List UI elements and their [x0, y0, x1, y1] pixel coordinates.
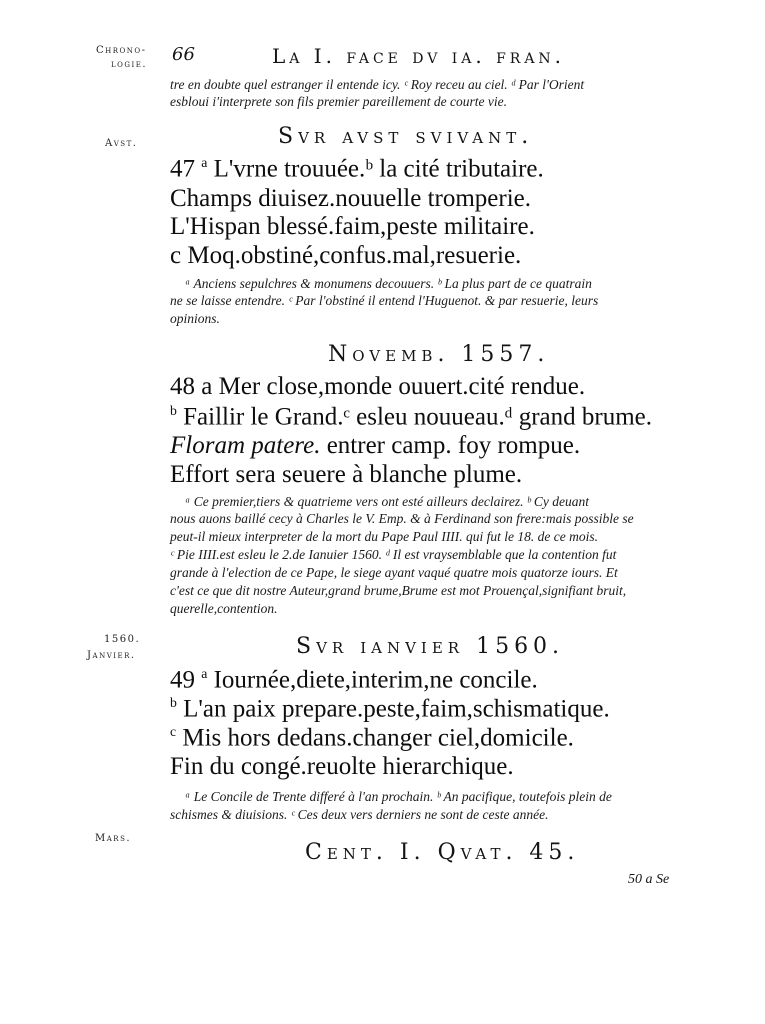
verse-text: L'an paix prepare.peste,faim,schismatique.: [183, 695, 610, 723]
verse-text: L'vrne trouuée.ᵇ la cité tributaire.: [213, 155, 544, 183]
note-line: opinions.: [170, 311, 220, 326]
margin-note-year: 1560.: [104, 634, 141, 645]
margin-note-mars: Mars.: [95, 833, 132, 844]
quatrain-line: [170, 403, 652, 431]
section-heading: Svr ianvier 1560.: [296, 634, 565, 659]
verse-text: entrer camp. foy rompue.: [326, 432, 581, 459]
verse-text: Iournée,diete,interim,ne concile.: [213, 666, 538, 694]
quatrain-line: Fin du congé.reuolte hierarchique.: [170, 753, 514, 780]
quatrain-line: Champs diuisez.nouuelle tromperie.: [170, 185, 532, 212]
quatrain-line: [170, 695, 610, 723]
note-line: ᶜ Pie IIII.est esleu le 2.de Ianuier 1560. ᵈ Il est vraysemblable que la contention fut: [170, 547, 617, 562]
note-marker: b: [170, 695, 177, 710]
note-line: ne se laisse entendre. ᶜ Par l'obstiné il entend l'Huguenot. & par resuerie, leurs: [170, 293, 599, 308]
note-marker: a: [201, 155, 208, 170]
catchword: 50 a Se: [628, 872, 670, 887]
closing-heading: Cent. I. Qvat. 45.: [305, 840, 580, 865]
quatrain-line: [170, 724, 574, 752]
quatrain-number: 48: [170, 373, 195, 400]
margin-note-aust: Avst.: [105, 138, 138, 149]
page-number: 66: [172, 44, 195, 65]
verse-text: Mis hors dedans.changer ciel,domicile.: [182, 724, 574, 752]
note-line: esbloui i'interprete son fils premier pareillement de courte vie.: [170, 94, 507, 109]
quatrain-line: [170, 373, 585, 401]
note-line: grande à l'election de ce Pape, le siege ayant vaqué quatre mois quatorze iours. Et: [170, 565, 618, 580]
running-title: La I. face dv ia. fran.: [272, 44, 566, 68]
note-line: ᵃ Le Concile de Trente differé à l'an prochain. ᵇ An pacifique, toutefois plein de: [185, 789, 612, 804]
margin-note-chronologie-cont: logie.: [111, 59, 148, 70]
note-line: querelle,contention.: [170, 601, 278, 616]
quatrain-number: 47: [170, 155, 195, 183]
note-line: schismes & diuisions. ᶜ Ces deux vers derniers ne sont de ceste année.: [170, 807, 549, 822]
quatrain-number: 49: [170, 666, 195, 694]
note-line: ᵃ Ce premier,tiers & quatrieme vers ont esté ailleurs declairez. ᵇ Cy deuant: [185, 494, 589, 509]
note-marker: b: [170, 403, 177, 418]
note-line: ᵃ Anciens sepulchres & monumens decouuers. ᵇ La plus part de ce quatrain: [185, 276, 592, 291]
note-line: peut-il mieux interpreter de la mort du Pape Paul IIII. qui fut le 18. de ce mois.: [170, 529, 599, 544]
quatrain-line: [170, 666, 538, 694]
latin-phrase: Floram patere.: [170, 432, 321, 459]
margin-note-chronologie: Chrono-: [96, 45, 147, 56]
section-heading: Novemb. 1557.: [328, 342, 550, 367]
note-line: nous auons baillé cecy à Charles le V. Emp. & à Ferdinand son frere:mais possible se: [170, 511, 634, 526]
margin-note-janvier: Janvier.: [87, 650, 136, 661]
note-marker: c: [170, 724, 177, 739]
verse-text: Faillir le Grand.ᶜ esleu nouueau.ᵈ grand brume.: [183, 403, 653, 431]
section-heading: Svr avst svivant.: [278, 124, 534, 149]
note-marker: a: [201, 666, 208, 681]
note-line: tre en doubte quel estranger il entende icy. ᶜ Roy receu au ciel. ᵈ Par l'Orient: [170, 77, 585, 92]
quatrain-line: Effort sera seuere à blanche plume.: [170, 461, 523, 488]
quatrain-line: L'Hispan blessé.faim,peste militaire.: [170, 213, 535, 240]
note-line: c'est ce que dit nostre Auteur,grand brume,Brume est mot Prouençal,signifiant bruit,: [170, 583, 627, 598]
quatrain-line: [170, 155, 544, 183]
quatrain-line: [170, 432, 580, 460]
verse-text: a Mer close,monde ouuert.cité rendue.: [201, 373, 586, 400]
quatrain-line: c Moq.obstiné,confus.mal,resuerie.: [170, 242, 522, 269]
